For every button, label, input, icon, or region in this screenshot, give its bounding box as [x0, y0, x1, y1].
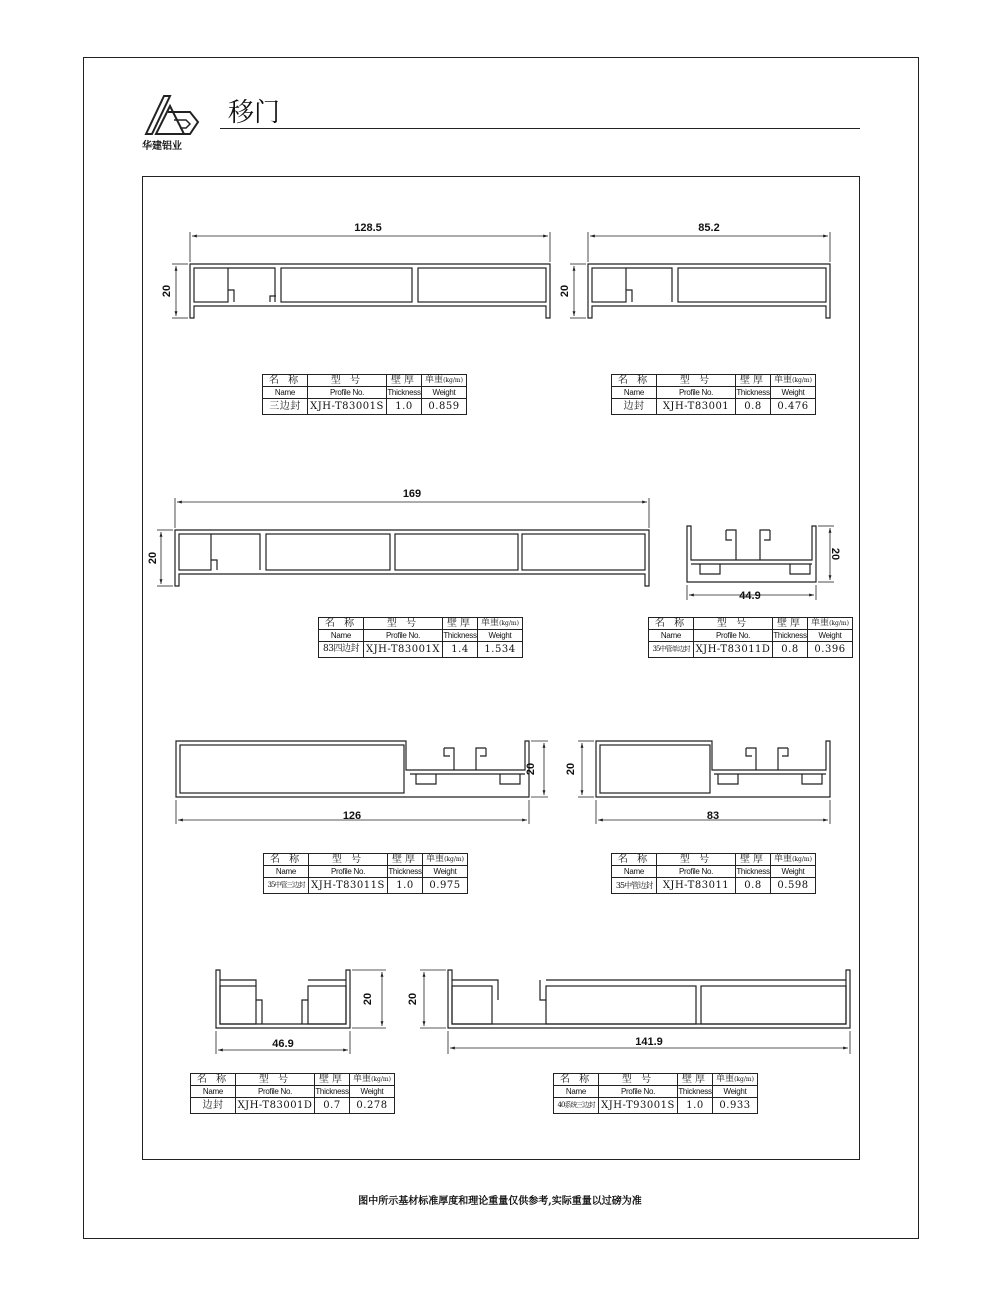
profile-number: XJH-T83001	[657, 399, 736, 415]
weight-value: 0.933	[713, 1098, 758, 1114]
profile-section-t83011	[578, 741, 830, 824]
weight-value: 0.278	[350, 1098, 395, 1114]
profile-name: 边封	[191, 1098, 236, 1114]
profile-section-t83001x	[157, 498, 649, 586]
weight-value: 0.476	[771, 399, 816, 415]
profile-name: 边封	[612, 399, 657, 415]
profile-name: 35中管边封	[612, 878, 657, 894]
width-dimension: 128.5	[354, 222, 382, 234]
spec-table: 名 称 型 号 壁厚 单重(kg/m) Name Profile No. Thickness Weight 83四边封 XJH-T83001X 1.4 1.534	[318, 617, 523, 658]
profile-number: XJH-T83011S	[309, 878, 388, 894]
spec-table: 名 称 型 号 壁厚 单重(kg/m) Name Profile No. Thickness Weight 35中管边封 XJH-T83011 0.8 0.598	[611, 853, 816, 894]
weight-value: 0.859	[422, 399, 467, 415]
weight-value: 0.598	[771, 878, 816, 894]
profile-section-t83011d	[687, 526, 834, 600]
profile-section-t83011s	[176, 741, 548, 824]
height-dimension: 20	[407, 992, 419, 1006]
width-dimension: 169	[402, 488, 422, 500]
profile-name: 40系统三边封	[554, 1098, 599, 1114]
profile-number: XJH-T83001X	[364, 642, 443, 658]
width-dimension: 46.9	[272, 1038, 294, 1050]
spec-table: 名 称 型 号 壁厚 单重(kg/m) Name Profile No. Thickness Weight 边封 XJH-T83001 0.8 0.476	[611, 374, 816, 415]
thickness-value: 1.4	[443, 642, 478, 658]
profile-section-t83001d	[216, 970, 386, 1054]
profile-number: XJH-T83001S	[308, 399, 387, 415]
weight-value: 0.396	[808, 642, 853, 658]
profile-number: XJH-T83011	[657, 878, 736, 894]
height-dimension: 20	[161, 284, 173, 298]
weight-value: 0.975	[423, 878, 468, 894]
thickness-value: 1.0	[678, 1098, 713, 1114]
width-dimension: 83	[706, 810, 720, 822]
profile-name: 35中管三边封	[264, 878, 309, 894]
height-dimension: 20	[525, 762, 537, 776]
spec-table: 名 称 型 号 壁厚 单重(kg/m) Name Profile No. Thickness Weight 40系统三边封 XJH-T93001S 1.0 0.933	[553, 1073, 758, 1114]
spec-table: 名 称 型 号 壁厚 单重(kg/m) Name Profile No. Thickness Weight 35中管三边封 XJH-T83011S 1.0 0.975	[263, 853, 468, 894]
profile-name: 三边封	[263, 399, 308, 415]
width-dimension: 85.2	[698, 222, 720, 234]
spec-table: 名 称 型 号 壁厚 单重(kg/m) Name Profile No. Thickness Weight 边封 XJH-T83001D 0.7 0.278	[190, 1073, 395, 1114]
width-dimension: 141.9	[635, 1036, 663, 1048]
thickness-value: 0.8	[736, 878, 771, 894]
thickness-value: 1.0	[388, 878, 423, 894]
page-title: 移门	[228, 98, 281, 128]
spec-table: 名 称 型 号 壁厚 单重(kg/m) Name Profile No. Thickness Weight 35中管单边封 XJH-T83011D 0.8 0.396	[648, 617, 853, 658]
weight-value: 1.534	[478, 642, 523, 658]
profile-number: XJH-T83001D	[236, 1098, 315, 1114]
thickness-value: 0.8	[736, 399, 771, 415]
thickness-value: 0.8	[773, 642, 808, 658]
spec-table: 名 称 型 号 壁厚 单重(kg/m) Name Profile No. Thickness Weight 三边封 XJH-T83001S 1.0 0.859	[262, 374, 467, 415]
thickness-value: 0.7	[315, 1098, 350, 1114]
profile-number: XJH-T83011D	[694, 642, 773, 658]
height-dimension: 20	[829, 547, 841, 561]
height-dimension: 20	[565, 762, 577, 776]
profile-name: 83四边封	[319, 642, 364, 658]
profile-number: XJH-T93001S	[599, 1098, 678, 1114]
logo-text: 华建铝业	[142, 141, 182, 152]
profile-name: 35中管单边封	[649, 642, 694, 658]
width-dimension: 126	[342, 810, 362, 822]
height-dimension: 20	[147, 551, 159, 565]
thickness-value: 1.0	[387, 399, 422, 415]
width-dimension: 44.9	[739, 590, 761, 602]
height-dimension: 20	[362, 992, 374, 1006]
height-dimension: 20	[559, 284, 571, 298]
profile-section-t83001s	[172, 232, 550, 318]
profile-section-t83001	[570, 232, 830, 318]
footer-note: 图中所示基材标准厚度和理论重量仅供参考,实际重量以过磅为准	[358, 1196, 642, 1207]
